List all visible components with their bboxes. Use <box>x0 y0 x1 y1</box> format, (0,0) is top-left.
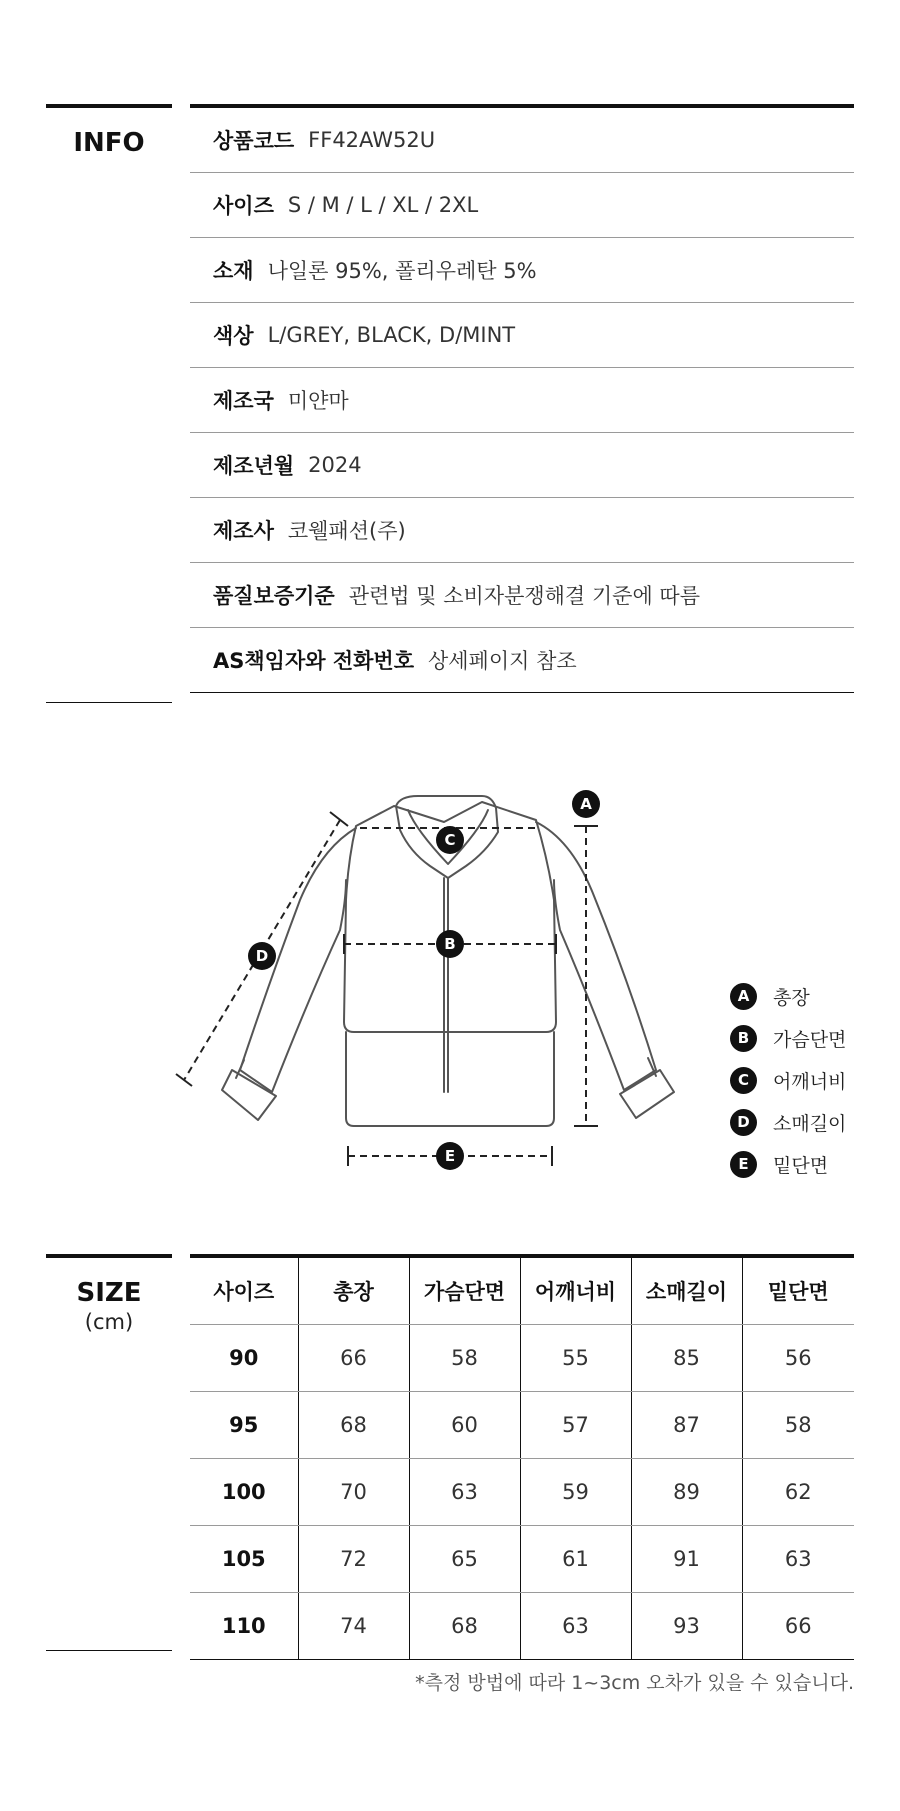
size-section-label: SIZE <box>76 1278 142 1308</box>
table-cell: 68 <box>298 1392 409 1459</box>
header-hem: 밑단면 <box>742 1258 854 1325</box>
info-key: 제조년월 <box>213 454 295 478</box>
jacket-zipper <box>444 878 448 1092</box>
marker-e-label: E <box>444 1147 456 1165</box>
table-cell: 58 <box>409 1325 520 1392</box>
table-cell: 70 <box>298 1459 409 1526</box>
size-cell: 105 <box>190 1526 298 1593</box>
table-cell: 56 <box>742 1325 854 1392</box>
table-cell: 91 <box>631 1526 742 1593</box>
size-table <box>190 1258 854 1660</box>
table-row <box>190 1325 854 1392</box>
size-left-bottom-rule <box>46 1650 172 1651</box>
marker-b-label: B <box>444 935 456 953</box>
size-cell: 90 <box>190 1325 298 1392</box>
marker-d-label: D <box>255 947 269 965</box>
size-cell: 95 <box>190 1392 298 1459</box>
table-cell: 72 <box>298 1526 409 1593</box>
table-cell: 87 <box>631 1392 742 1459</box>
info-key: 소재 <box>213 259 254 283</box>
info-value: 코웰패션(주) <box>287 519 406 543</box>
table-cell: 63 <box>409 1459 520 1526</box>
info-row-product-code <box>190 108 854 173</box>
table-cell: 60 <box>409 1392 520 1459</box>
header-shoulder: 어깨너비 <box>520 1258 631 1325</box>
legend-item-d <box>730 1101 846 1143</box>
legend-badge: A <box>730 983 757 1010</box>
info-row-sizes <box>190 173 854 238</box>
jacket-hem <box>346 1032 554 1126</box>
info-row-quality <box>190 563 854 628</box>
measurement-legend <box>730 975 846 1185</box>
table-cell: 89 <box>631 1459 742 1526</box>
table-row <box>190 1459 854 1526</box>
table-cell: 65 <box>409 1526 520 1593</box>
legend-label: 소매길이 <box>773 1112 847 1135</box>
marker-c-label: C <box>444 831 456 849</box>
info-key: 제조국 <box>213 389 274 413</box>
legend-label: 어깨너비 <box>773 1070 847 1093</box>
table-cell: 93 <box>631 1593 742 1660</box>
header-size: 사이즈 <box>190 1258 298 1325</box>
header-sleeve: 소매길이 <box>631 1258 742 1325</box>
table-cell: 74 <box>298 1593 409 1660</box>
size-left-top-rule <box>46 1254 172 1258</box>
table-cell: 61 <box>520 1526 631 1593</box>
table-cell: 63 <box>742 1526 854 1593</box>
legend-item-b <box>730 1017 846 1059</box>
legend-label: 밑단면 <box>773 1154 829 1177</box>
right-cuff <box>620 1070 674 1118</box>
table-cell: 59 <box>520 1459 631 1526</box>
header-chest: 가슴단면 <box>409 1258 520 1325</box>
info-row-as-contact <box>190 628 854 693</box>
marker-a-label: A <box>580 795 592 813</box>
table-row <box>190 1526 854 1593</box>
info-left-top-rule <box>46 104 172 108</box>
table-row <box>190 1392 854 1459</box>
info-key: AS책임자와 전화번호 <box>213 649 414 673</box>
table-cell: 62 <box>742 1459 854 1526</box>
legend-item-e <box>730 1143 846 1185</box>
legend-item-c <box>730 1059 846 1101</box>
info-key: 상품코드 <box>213 129 295 153</box>
info-row-country <box>190 368 854 433</box>
table-cell: 66 <box>742 1593 854 1660</box>
header-total-length: 총장 <box>298 1258 409 1325</box>
info-value: 나일론 95%, 폴리우레탄 5% <box>267 259 537 283</box>
info-value: S / M / L / XL / 2XL <box>287 193 479 217</box>
legend-badge: D <box>730 1109 757 1136</box>
table-row <box>190 1593 854 1660</box>
info-left-bottom-rule <box>46 702 172 703</box>
info-list <box>190 108 854 693</box>
info-value: L/GREY, BLACK, D/MINT <box>267 323 516 347</box>
size-cell: 100 <box>190 1459 298 1526</box>
legend-label: 총장 <box>773 986 810 1009</box>
size-table-header <box>190 1258 854 1325</box>
table-cell: 63 <box>520 1593 631 1660</box>
info-value: FF42AW52U <box>308 128 436 152</box>
table-cell: 66 <box>298 1325 409 1392</box>
table-cell: 68 <box>409 1593 520 1660</box>
info-key: 제조사 <box>213 519 274 543</box>
info-row-material <box>190 238 854 303</box>
table-cell: 55 <box>520 1325 631 1392</box>
table-cell: 85 <box>631 1325 742 1392</box>
info-section-label: INFO <box>73 128 145 158</box>
info-row-manufacturer <box>190 498 854 563</box>
legend-badge: E <box>730 1151 757 1178</box>
info-value: 2024 <box>308 453 362 477</box>
info-key: 사이즈 <box>213 194 274 218</box>
size-cell: 110 <box>190 1593 298 1660</box>
table-cell: 57 <box>520 1392 631 1459</box>
info-key: 색상 <box>213 324 254 348</box>
legend-badge: B <box>730 1025 757 1052</box>
legend-item-a <box>730 975 846 1017</box>
info-row-color <box>190 303 854 368</box>
info-value: 미얀마 <box>287 389 349 413</box>
left-cuff <box>222 1070 276 1120</box>
table-cell: 58 <box>742 1392 854 1459</box>
info-value: 관련법 및 소비자분쟁해결 기준에 따름 <box>348 584 700 608</box>
info-value: 상세페이지 참조 <box>427 649 577 673</box>
legend-badge: C <box>730 1067 757 1094</box>
info-row-manufacture-date <box>190 433 854 498</box>
size-unit-label: (cm) <box>84 1310 134 1334</box>
info-key: 품질보증기준 <box>213 584 335 608</box>
jacket-measurement-diagram <box>160 770 720 1190</box>
measurement-note: *측정 방법에 따라 1~3cm 오차가 있을 수 있습니다. <box>415 1672 854 1694</box>
legend-label: 가슴단면 <box>773 1028 847 1051</box>
